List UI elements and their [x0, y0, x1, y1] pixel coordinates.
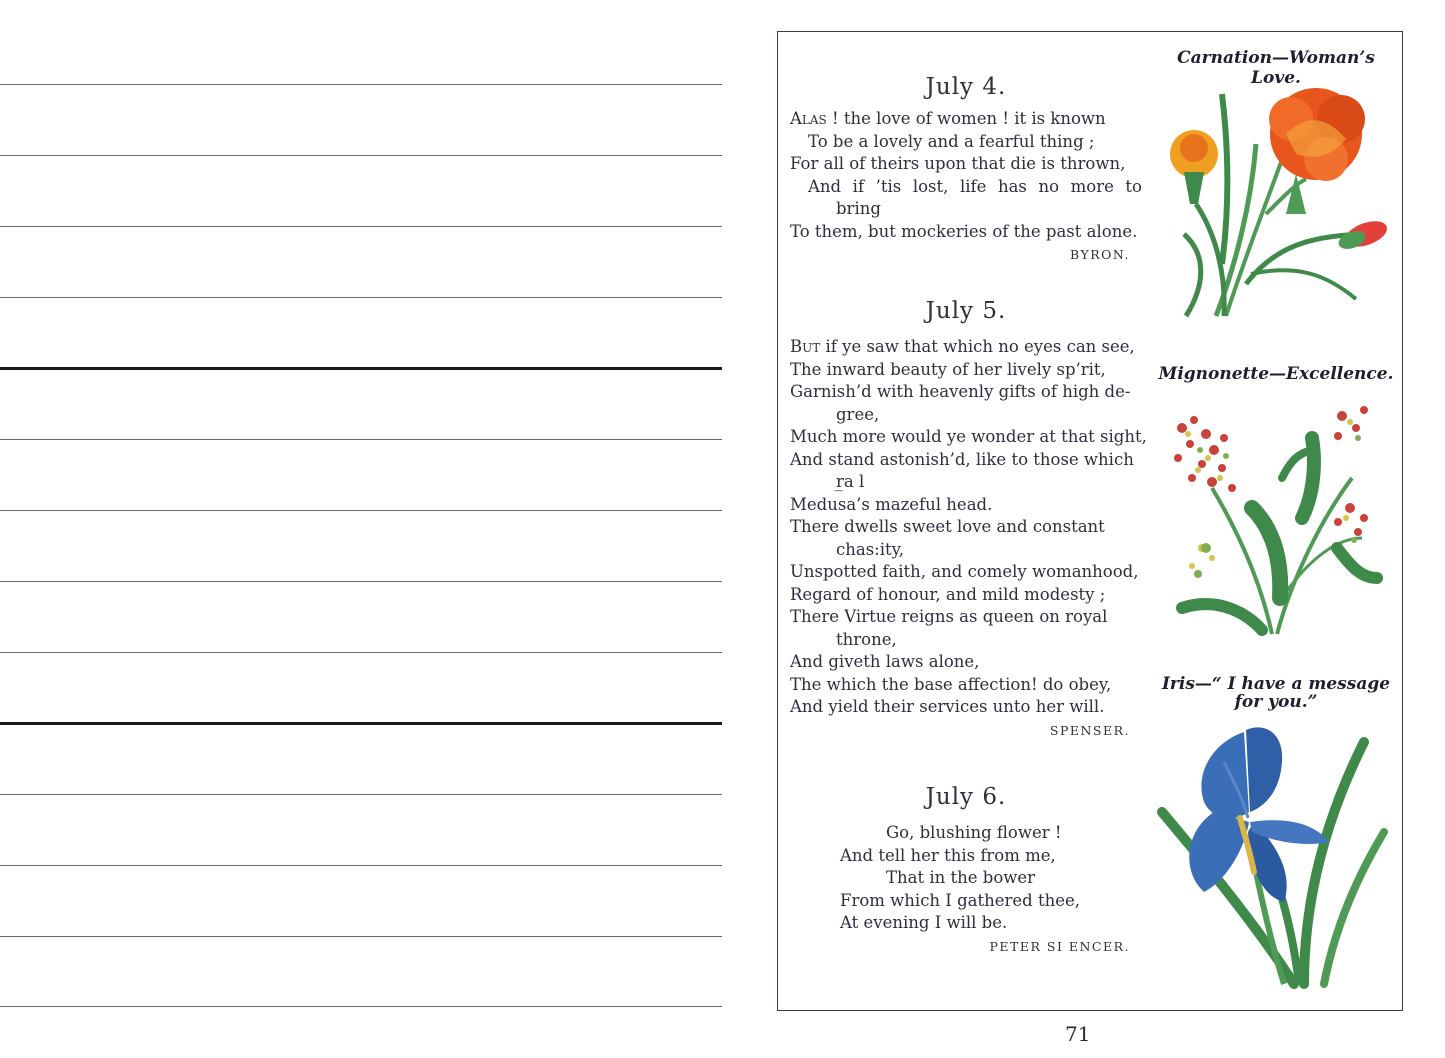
ruled-line: [0, 794, 722, 795]
poem-line: And if ’tis lost, life has no more to: [808, 176, 1142, 196]
poem-line: Go, blushing flower !: [886, 823, 1062, 842]
poem-line: That in the bower: [886, 868, 1036, 887]
ruled-line: [0, 155, 722, 156]
poem-line: Unspotted faith, and comely womanhood,: [790, 562, 1139, 581]
poem-line: At evening I will be.: [840, 913, 1008, 932]
poem-line: And yield their services unto her will.: [790, 697, 1105, 716]
poem-line: There dwells sweet love and constant: [790, 517, 1105, 536]
ruled-line-heavy: [0, 722, 722, 725]
poem-line: Garnish’d with heavenly gifts of high de-: [790, 382, 1131, 401]
ruled-line: [0, 1006, 722, 1007]
poem-line: The inward beauty of her lively sp’rit,: [790, 359, 1106, 379]
poem-line: Much more would ye wonder at that sight,: [790, 427, 1147, 446]
book-page: [777, 31, 1403, 1011]
poem-author: BYRON.: [1070, 247, 1130, 262]
flower-title: Mignonette—Excellence.: [1158, 364, 1394, 384]
entry-date: July 6.: [925, 784, 1007, 810]
poem-line: And tell her this from me,: [840, 845, 1056, 865]
poem-line: And giveth laws alone,: [790, 652, 980, 671]
ruled-line: [0, 936, 722, 937]
poem-line: There Virtue reigns as queen on royal: [790, 607, 1108, 626]
flower-title: for you.”: [1234, 692, 1318, 712]
ruled-line: [0, 865, 722, 866]
entry-date: July 5.: [925, 298, 1007, 324]
poem-column: [790, 32, 1147, 1010]
poem-line: The which the base affection! do obey,: [790, 674, 1112, 694]
ruled-line: [0, 652, 722, 653]
poem-line: bring: [836, 199, 881, 218]
poem-line: r̲a l: [836, 472, 865, 491]
poem-line: But if ye saw that which no eyes can see,: [790, 337, 1135, 356]
flower-column: [1150, 32, 1402, 1010]
poem-line: Alas ! the love of women ! it is known: [790, 109, 1106, 128]
poem-block: [790, 336, 1147, 742]
poem-line: gree,: [836, 404, 880, 424]
poem-author: SPENSER.: [1049, 722, 1130, 738]
page-number: 71: [1065, 1022, 1091, 1046]
ruled-line: [0, 84, 722, 85]
ruled-line: [0, 226, 722, 227]
ruled-line-heavy: [0, 367, 722, 370]
poem-line: To be a lovely and a fearful thing ;: [808, 131, 1095, 151]
flower-title: Iris—“ I have a message: [1161, 674, 1391, 694]
carnation-illustration-icon: [1156, 84, 1396, 324]
iris-illustration-icon: [1154, 722, 1394, 992]
mignonette-illustration-icon: [1162, 398, 1392, 638]
ruled-line: [0, 439, 722, 440]
poem-line: And stand astonish’d, like to those which: [790, 449, 1134, 469]
ruled-line: [0, 297, 722, 298]
poem-author: PETER SI ENCER.: [989, 938, 1130, 954]
entry-date: July 4.: [925, 74, 1007, 100]
poem-line: throne,: [836, 629, 897, 649]
ruled-line: [0, 581, 722, 582]
poem-line: Medusa’s mazeful head.: [790, 494, 993, 514]
flower-title: Carnation—Woman’s Love.: [1177, 48, 1375, 88]
poem-line: Regard of honour, and mild modesty ;: [790, 584, 1106, 604]
poem-block: [790, 108, 1142, 267]
poem-line: chas:ity,: [836, 539, 905, 559]
ruled-notes-area: [0, 0, 722, 1058]
ruled-line: [0, 510, 722, 511]
poem-line: For all of theirs upon that die is thrown,: [790, 154, 1126, 173]
poem-block: [840, 822, 1130, 958]
poem-line: To them, but mockeries of the past alone.: [790, 221, 1138, 241]
poem-line: From which I gathered thee,: [840, 890, 1080, 910]
